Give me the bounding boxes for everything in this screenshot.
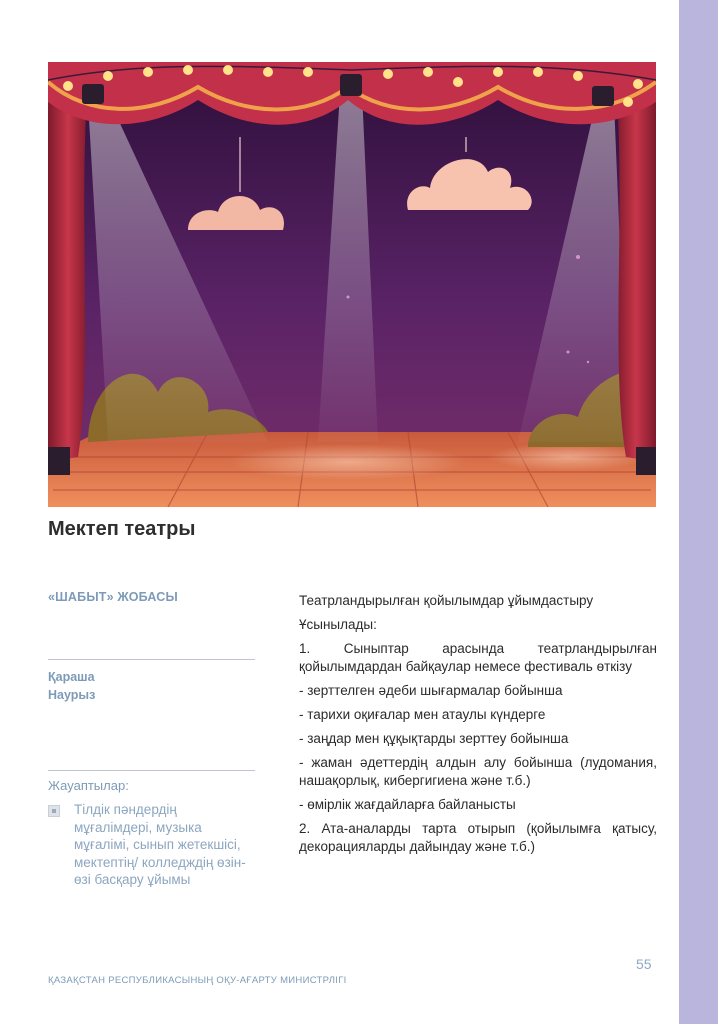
- content-line: 2. Ата-аналарды тарта отырып (қойылымға қатысу, декорацияларды дайындау және т.б.): [299, 821, 657, 854]
- divider: [48, 770, 255, 771]
- responsible-label: Жауаптылар:: [48, 778, 129, 793]
- content-line: - зерттелген әдеби шығармалар бойынша: [299, 683, 563, 698]
- content-line: - жаман әдеттердің алдын алу бойынша (лудомания, нашақорлық, кибергигиена және т.б.): [299, 755, 657, 788]
- month-2: Наурыз: [48, 688, 96, 702]
- side-accent-bar: [679, 0, 718, 1024]
- content-line: - өмірлік жағдайларға байланысты: [299, 797, 516, 812]
- content-line: Театрландырылған қойылымдар ұйымдастыру: [299, 593, 594, 608]
- content-line: - тарихи оқиғалар мен атаулы күндерге: [299, 707, 546, 722]
- content-body: [299, 592, 657, 862]
- theater-stage-illustration: [48, 62, 656, 507]
- checkbox-icon: [48, 805, 60, 817]
- content-line: - заңдар мен құқықтарды зерттеу бойынша: [299, 731, 569, 746]
- responsible-text: Тілдік пәндердің мұғалімдері, музыка мұғалімі, сынып жетекшісі, мектептің/ колледждің өзін-өзі басқару ұйымы: [74, 802, 246, 887]
- month-1: Қараша: [48, 670, 95, 684]
- footer-ministry: ҚАЗАҚСТАН РЕСПУБЛИКАСЫНЫҢ ОҚУ-АҒАРТУ МИНИСТРЛІГІ: [48, 975, 347, 986]
- months: [48, 668, 95, 704]
- content-line: Ұсынылады:: [299, 617, 377, 632]
- content-line: 1. Сыныптар арасында театрландырылған қойылымдардан байқаулар немесе фестиваль өткізу: [299, 641, 657, 674]
- page-title: Мектеп театры: [48, 518, 196, 540]
- project-label: «ШАБЫТ» ЖОБАСЫ: [48, 590, 178, 604]
- page-number: 55: [636, 956, 652, 972]
- divider: [48, 659, 255, 660]
